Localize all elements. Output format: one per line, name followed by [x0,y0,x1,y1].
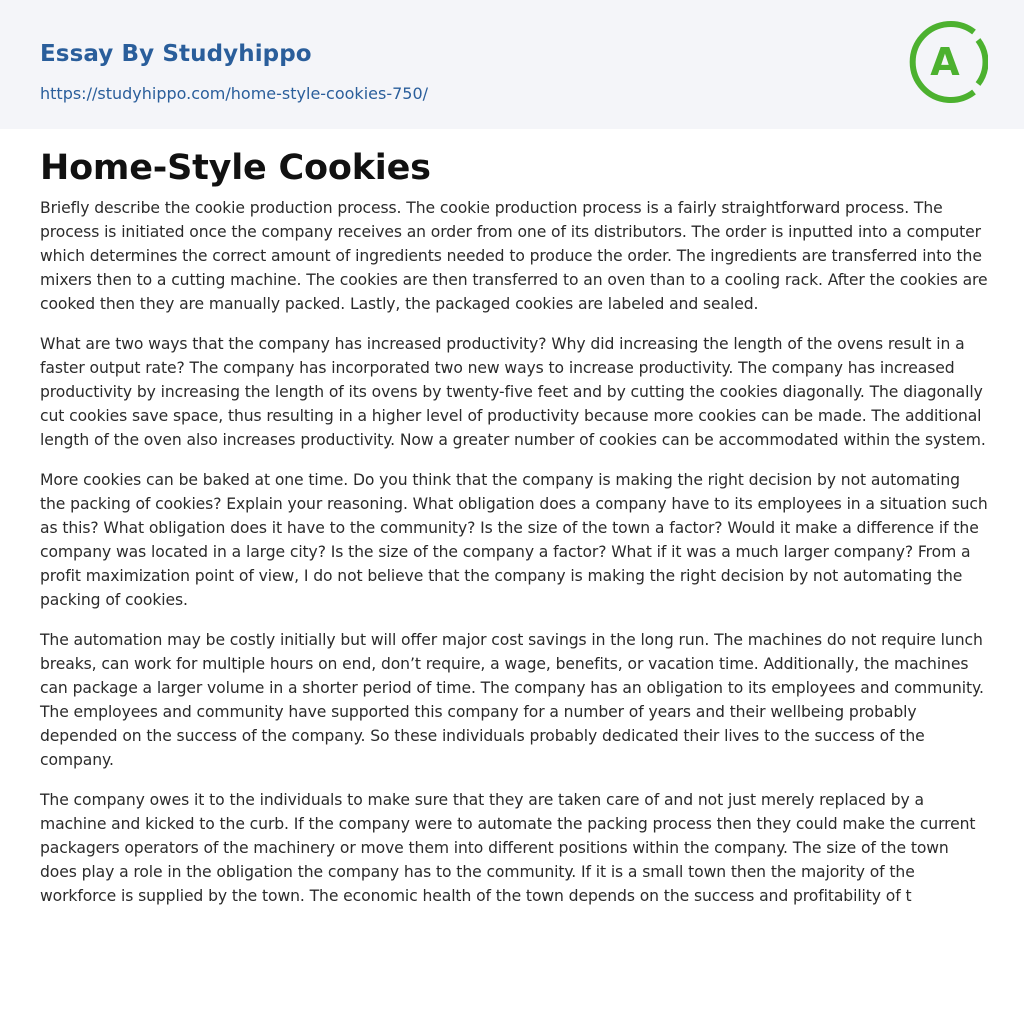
essay-paragraph: What are two ways that the company has increased productivity? Why did increasing the length of the ovens result in a faster output rate? The company has incorporated two new ways to increase productivity. The company has increased productivity by increasing the length of its ovens by twenty-five feet and by cutting the cookies diagonally. The diagonally cut cookies save space, thus resulting in a higher level of productivity because more cookies can be made. The additional length of the oven also increases productivity. Now a greater number of cookies can be accommodated within the system. [40,335,986,449]
studyhippo-logo-icon[interactable] [902,18,988,106]
essay-paragraph: The automation may be costly initially but will offer major cost savings in the long run. The machines do not require lunch breaks, can work for multiple hours on end, don’t require, a wage, benefits, or vacation time. Additionally, the machines can package a larger volume in a shorter period of time. The company has an obligation to its employees and community. The employees and community have supported this company for a number of years and their wellbeing probably depended on the success of the company. So these individuals probably dedicated their lives to the success of the company. [40,631,984,769]
site-brand[interactable]: Essay By Studyhippo [40,41,312,67]
essay-paragraph: More cookies can be baked at one time. Do you think that the company is making the right decision by not automating the packing of cookies? Explain your reasoning. What obligation does a company have to its employees in a situation such as this? What obligation does it have to the community? Is the size of the town a factor? Would it make a difference if the company was located in a large city? Is the size of the company a factor? What if it was a much larger company? From a profit maximization point of view, I do not believe that the company is making the right decision by not automating the packing of cookies. [40,471,988,609]
essay-content [40,142,988,924]
essay-title: Home-Style Cookies [40,148,431,188]
essay-paragraph: Briefly describe the cookie production process. The cookie production process is a fairly straightforward process. The process is initiated once the company receives an order from one of its distributors. The order is inputted into a computer which determines the correct amount of ingredients needed to produce the order. The ingredients are transferred into the mixers then to a cutting machine. The cookies are then transferred to an oven than to a cooling rack. After the cookies are cooked then they are manually packed. Lastly, the packaged cookies are labeled and sealed. [40,199,988,313]
essay-paragraph: The company owes it to the individuals to make sure that they are taken care of and not just merely replaced by a machine and kicked to the curb. If the company were to automate the packing process then they could make the current packagers operators of the machinery or move them into different positions within the company. The size of the town does play a role in the obligation the company has to the community. If it is a small town then the majority of the workforce is supplied by the town. The economic health of the town depends on the success and profitability of t [40,791,976,905]
logo-letter: A [930,40,960,84]
page-header [0,0,1024,129]
essay-url-link[interactable]: https://studyhippo.com/home-style-cookies-750/ [40,84,429,103]
